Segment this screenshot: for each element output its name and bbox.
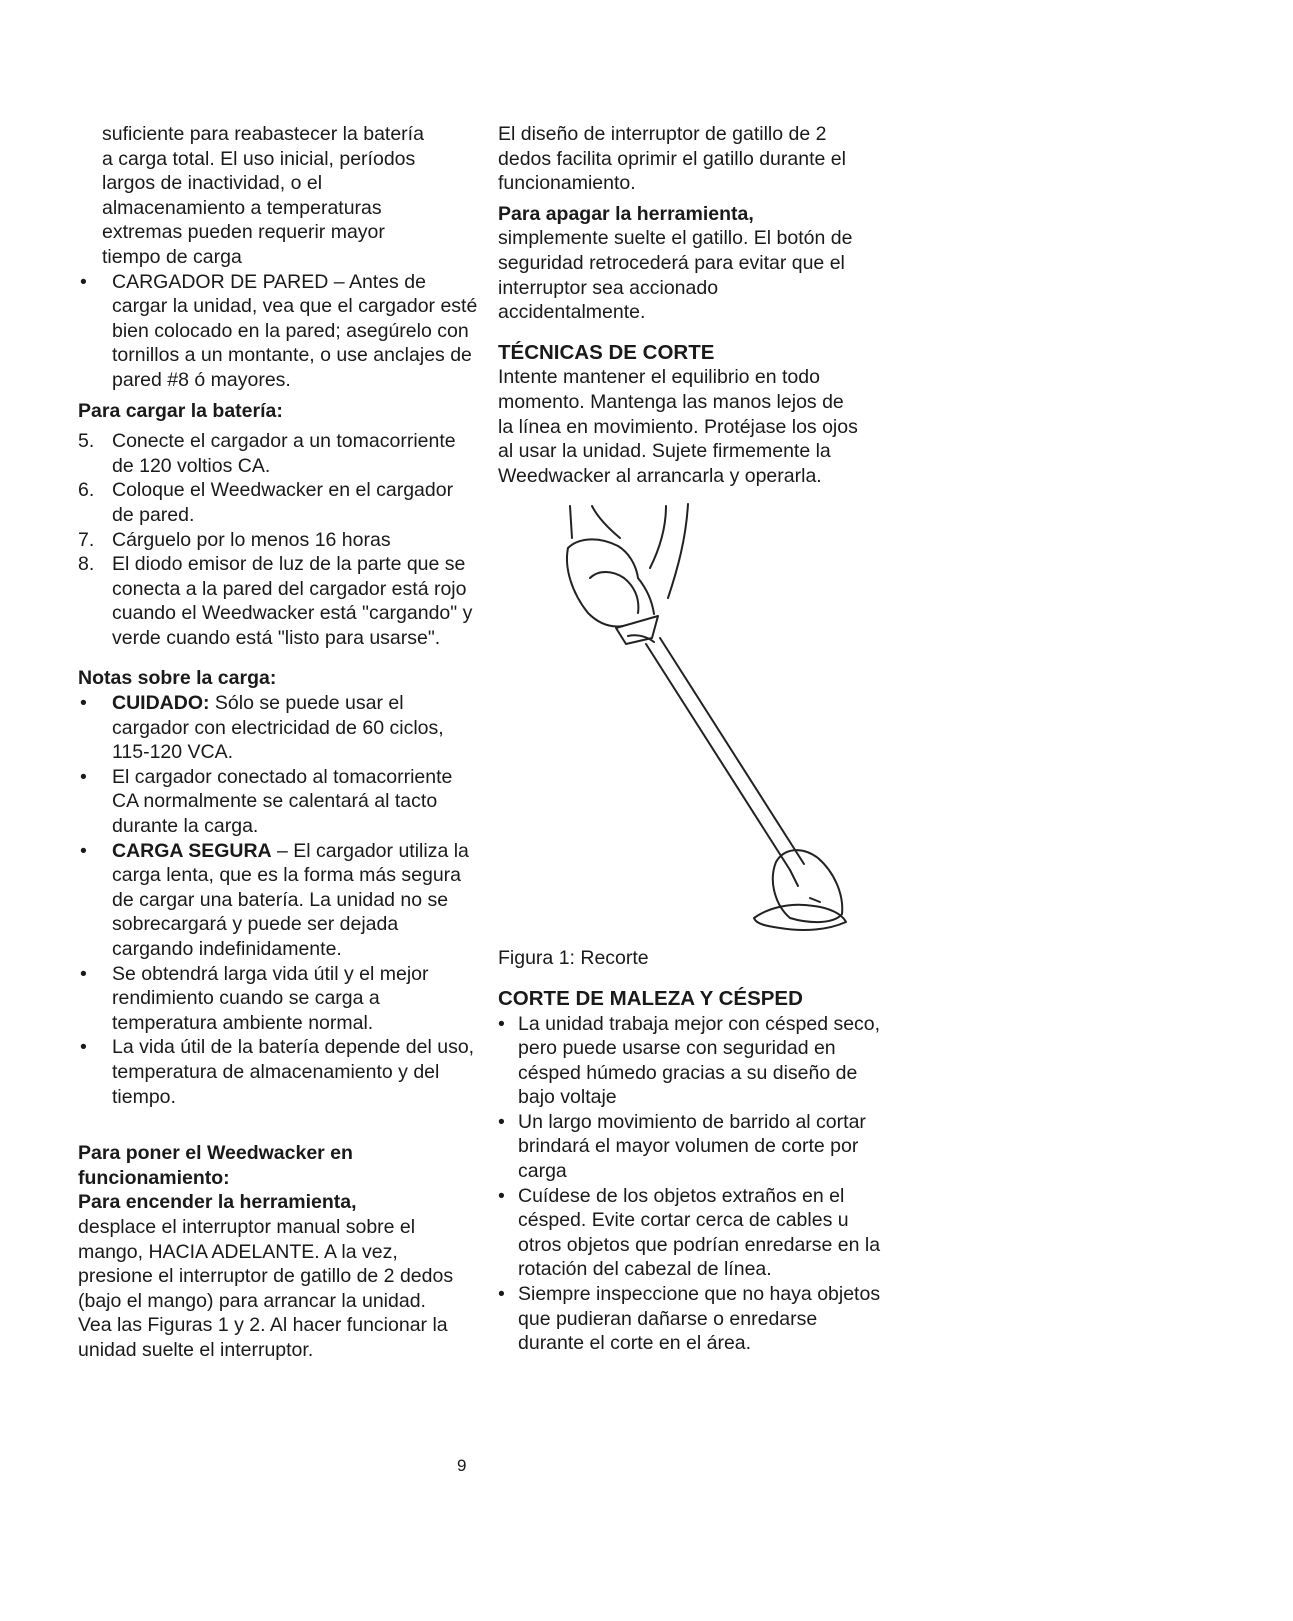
step-item: 7. Cárguelo por lo menos 16 horas <box>78 528 391 551</box>
figure-caption: Figura 1: Recorte <box>498 947 649 970</box>
bullet-icon: • <box>80 1036 87 1059</box>
bullet-icon: • <box>498 1012 505 1035</box>
bullet-cargador-pared <box>78 270 478 393</box>
string-trimmer-illustration <box>528 498 858 938</box>
maleza-item: • La unidad trabaja mejor con césped seco, pero puede usarse con seguridad en césped húmedo gracias a su diseño de bajo voltaje <box>498 1012 881 1109</box>
bullet-text: – Antes de cargar la unidad, vea que el cargador esté bien colocado en la pared; asegúrelo con tornillos a un montante, o use anclajes de pared #8 ó mayores. <box>112 270 478 391</box>
tecnicas-paragraph: Intente mantener el equilibrio en todo momento. Mantenga las manos lejos de la línea en movimiento. Protéjase los ojos al usar la unidad. Sujete firmemente la Weedwacker al arrancarla y operarla. <box>498 366 858 487</box>
note-item: • CUIDADO: Sólo se puede usar el cargador con electricidad de 60 ciclos, 115-120 VCA. <box>80 692 444 764</box>
bullet-icon: • <box>498 1110 505 1133</box>
heading-tecnicas-corte: TÉCNICAS DE CORTE <box>498 340 715 364</box>
page-number: 9 <box>457 1456 467 1475</box>
note-item: • Se obtendrá larga vida útil y el mejor rendimiento cuando se carga a temperatura ambiente normal. <box>80 962 429 1034</box>
apagar-paragraph: simplemente suelte el gatillo. El botón de seguridad retrocederá para evitar que el interruptor sea accionado accidentalmente. <box>498 227 853 324</box>
heading-encender: Para encender la herramienta, <box>78 1191 357 1214</box>
heading-notas-carga: Notas sobre la carga: <box>78 667 277 690</box>
maleza-item: • Cuídese de los objetos extraños en el césped. Evite cortar cerca de cables u otros objetos que podrían enredarse en la rotación del cabezal de línea. <box>498 1184 881 1281</box>
bullet-icon: • <box>498 1283 505 1306</box>
trigger-paragraph: El diseño de interruptor de gatillo de 2 dedos facilita oprimir el gatillo durante el funcionamiento. <box>498 123 846 195</box>
step-item: 5. Conecte el cargador a un tomacorriente de 120 voltios CA. <box>78 430 456 477</box>
intro-paragraph: suficiente para reabastecer la batería a carga total. El uso inicial, períodos largos de inactividad, o el almacenamiento a temperaturas extremas pueden requerir mayor tiempo de carga <box>102 123 424 268</box>
bullet-label: CARGADOR DE PARED <box>112 270 329 293</box>
trimmer-icon <box>528 498 858 938</box>
bullet-icon: • <box>80 270 87 293</box>
step-item: 6. Coloque el Weedwacker en el cargador de pared. <box>78 479 454 526</box>
bullet-icon: • <box>80 962 87 985</box>
step-item: 8. El diodo emisor de luz de la parte que se conecta a la pared del cargador está rojo cuando el Weedwacker está "cargando" y verde cuando está "listo para usarse". <box>78 553 473 649</box>
heading-apagar: Para apagar la herramienta, <box>498 202 754 225</box>
left-column <box>78 122 478 1363</box>
note-item: • La vida útil de la batería depende del uso, temperatura de almacenamiento y del tiempo. <box>80 1036 475 1108</box>
heading-maleza-cesped: CORTE DE MALEZA Y CÉSPED <box>498 986 803 1010</box>
note-item: • CARGA SEGURA – El cargador utiliza la carga lenta, que es la forma más segura de cargar una batería. La unidad no se sobrecargará y puede ser dejada cargando indefinidamente. <box>80 839 469 960</box>
maleza-item: • Un largo movimiento de barrido al cortar brindará el mayor volumen de corte por carga <box>498 1110 866 1183</box>
maleza-item: • Siempre inspeccione que no haya objetos que pudieran dañarse o enredarse durante el corte en el área. <box>498 1283 881 1355</box>
heading-poner-funcionamiento: Para poner el Weedwacker en funcionamiento: <box>78 1142 353 1189</box>
right-column <box>498 122 888 1356</box>
bullet-icon: • <box>80 839 87 862</box>
note-item: • El cargador conectado al tomacorriente CA normalmente se calentará al tacto durante la carga. <box>80 765 453 838</box>
encender-paragraph: desplace el interruptor manual sobre el mango, HACIA ADELANTE. A la vez, presione el interruptor de gatillo de 2 dedos (bajo el mango) para arrancar la unidad. Vea las Figuras 1 y 2. Al hacer funcionar la unidad suelte el interruptor. <box>78 1215 454 1361</box>
bullet-icon: • <box>498 1184 505 1207</box>
heading-cargar-bateria: Para cargar la batería: <box>78 399 283 422</box>
bullet-icon: • <box>80 765 87 788</box>
bullet-icon: • <box>80 692 87 715</box>
